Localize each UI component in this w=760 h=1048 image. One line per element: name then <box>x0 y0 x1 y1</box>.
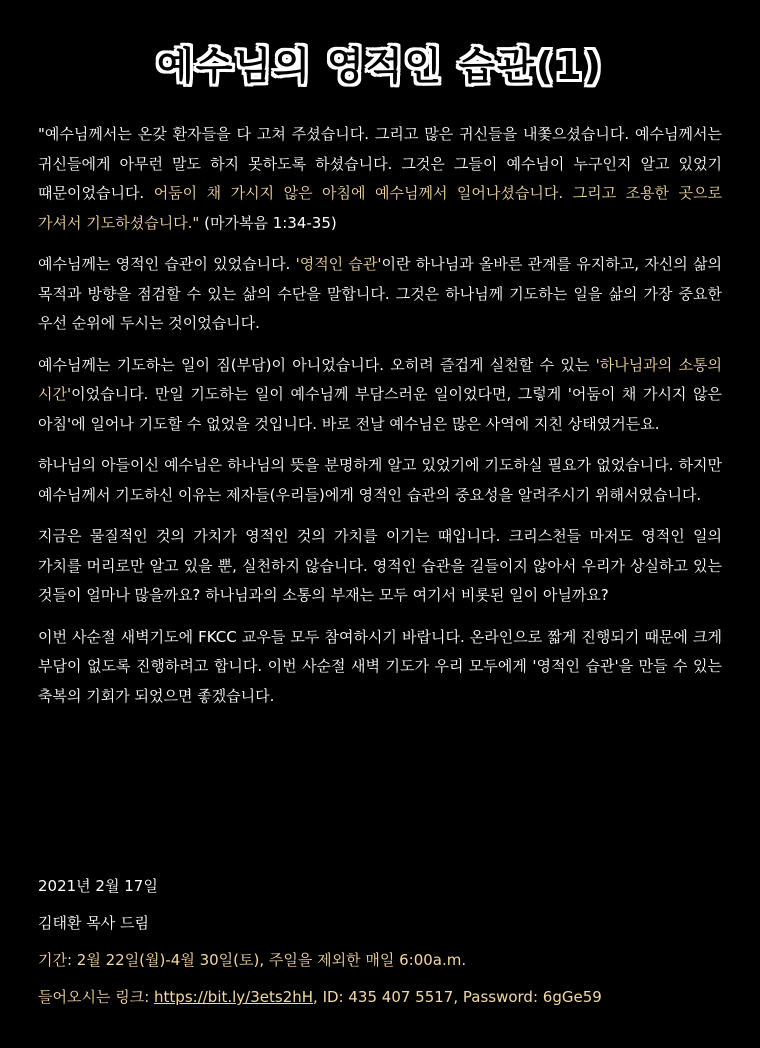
meeting-link[interactable]: https://bit.ly/3ets2hH <box>154 988 314 1006</box>
body-text: 예수님께는 기도하는 일이 짐(부담)이 아니었습니다. 오히려 즐겁게 실천할 수 있는 <box>38 355 596 374</box>
highlighted-text: 어둠이 채 가시지 않은 아침에 예수님께서 일어나셨습니다. 그리고 조용한 곳으로 가셔서 기도하셨습니다." <box>38 184 722 232</box>
highlighted-text: '영적인 습관' <box>295 255 382 273</box>
prayer-period: 기간: 2월 22일(월)-4월 30일(토), 주일을 제외한 매일 6:00a.m. <box>38 951 467 969</box>
body-text: (마가복음 1:34-35) <box>199 213 337 232</box>
body-text: 이었습니다. 만일 기도하는 일이 예수님께 부담스러운 일이었다면, 그렇게 '어둠이 채 가시지 않은 아침'에 일어나 기도할 수 없었을 것입니다. 바로 전날 예수님은 많은 사역에 지친 상태였거든요. <box>38 385 722 433</box>
page-title: 예수님의 영적인 습관(1) <box>156 44 603 88</box>
join-info <box>38 979 722 1016</box>
article-body <box>38 120 722 711</box>
body-text: "예수님께서는 온갖 환자들을 다 고쳐 주셨습니다. 그리고 많은 귀신들을 내쫓으셨습니다. 예수님께서는 귀신들에게 아무런 말도 하지 못하도록 하셨습니다. 그것은 그들이 예수님이 누구인지 알고 있었기 때문이었습니다. <box>38 125 722 202</box>
signature-block <box>38 868 722 1016</box>
body-text: 지금은 물질적인 것의 가치가 영적인 것의 가치를 이기는 때입니다. 크리스천들 마저도 영적인 일의 가치를 머리로만 알고 있을 뿐, 실천하지 않습니다. 영적인 습관을 길들이지 않아서 우리가 상실하고 있는 것들이 얼마나 많을까요? 하나님과의 소통의 부재는 모두 여기서 비롯된 일이 아닐까요? <box>38 527 722 604</box>
body-text: 이번 사순절 새벽기도에 FKCC 교우들 모두 참여하시기 바랍니다. 온라인으로 짧게 진행되기 때문에 크게 부담이 없도록 진행하려고 합니다. 이번 사순절 새벽 기도가 우리 모두에게 '영적인 습관'을 만들 수 있는 축복의 기회가 되었으면 좋겠습니다. <box>38 627 722 705</box>
author-signature: 김태환 목사 드림 <box>38 914 149 932</box>
body-text: 예수님께는 영적인 습관이 있었습니다. <box>38 255 296 273</box>
link-label: 들어오시는 링크: <box>38 988 155 1006</box>
letter-date: 2021년 2월 17일 <box>38 877 158 895</box>
paragraph <box>38 623 722 712</box>
paragraph <box>38 451 722 510</box>
paragraph <box>38 120 722 238</box>
body-text: 하나님의 아들이신 예수님은 하나님의 뜻을 분명하게 알고 있었기에 기도하실 필요가 없었습니다. 하지만 예수님께서 기도하신 이유는 제자들(우리들)에게 영적인 습관의 중요성을 알려주시기 위해서였습니다. <box>38 456 722 504</box>
paragraph <box>38 522 722 611</box>
paragraph <box>38 250 722 339</box>
highlighted-text: '하나님과의 소통의 시간' <box>38 355 723 403</box>
body-text: 이란 하나님과 올바른 관계를 유지하고, 자신의 삶의 목적과 방향을 점검할 수 있는 삶의 수단을 말합니다. 그것은 하나님께 기도하는 일을 삶의 가장 중요한 우선 순위에 두시는 것이었습니다. <box>38 255 723 332</box>
meeting-credentials: , ID: 435 407 5517, Password: 6gGe59 <box>313 988 602 1006</box>
paragraph <box>38 351 722 440</box>
